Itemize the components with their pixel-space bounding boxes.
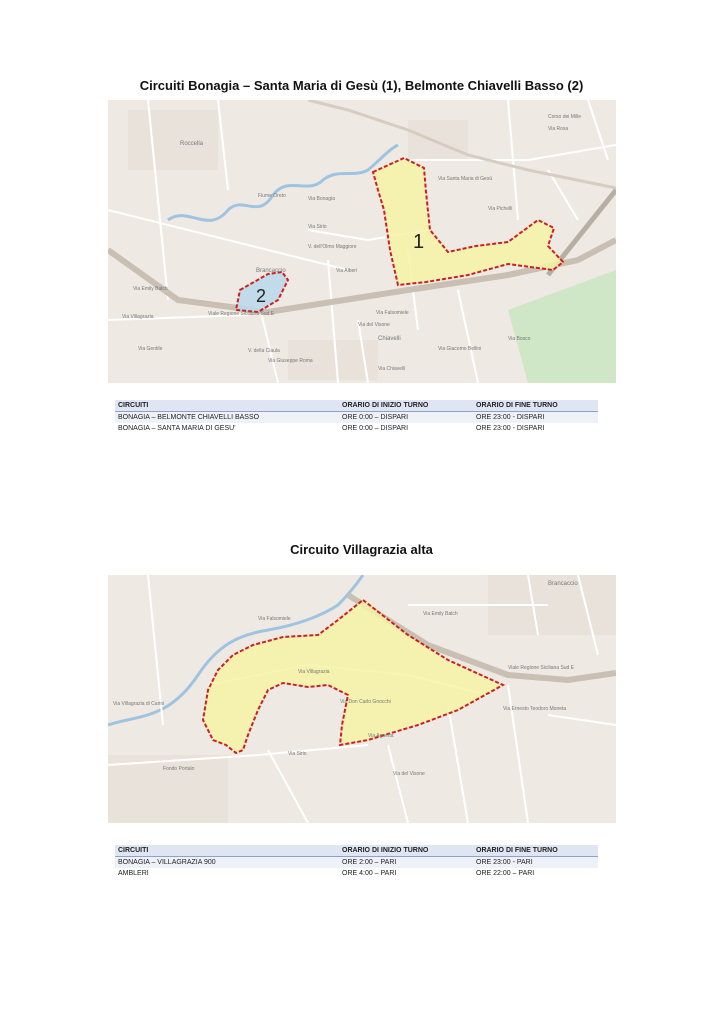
street-giacomo-bellini: Via Giacomo Bellini — [438, 346, 482, 352]
street-olmo: V. dell'Olmo Maggiore — [308, 244, 357, 250]
col-fine: ORARIO DI FINE TURNO — [473, 400, 598, 412]
table-header-row — [115, 845, 598, 857]
street2-gnocchi: Via Don Carlo Gnocchi — [340, 699, 391, 705]
cell-fine: ORE 22:00 – PARI — [473, 868, 598, 879]
section1-title: Circuiti Bonagia – Santa Maria di Gesù (1), Belmonte Chiavelli Basso (2) — [139, 78, 584, 93]
street2-moneta: Via Ernesto Teodoro Moneta — [503, 706, 567, 712]
table-row — [115, 857, 598, 869]
table-header-row — [115, 400, 598, 412]
street-rosa: Via Rosa — [548, 126, 569, 132]
map-villagrazia-canvas — [108, 575, 616, 823]
street-gentile: Via Gentile — [138, 346, 163, 352]
col-inizio: ORARIO DI INIZIO TURNO — [339, 400, 473, 412]
street2-falsomiele: Via Falsomiele — [258, 616, 291, 622]
street2-visone: Via del Visone — [393, 771, 425, 777]
street2-villagrazia: Via Villagrazia — [298, 669, 330, 675]
place-brancaccio-2: Brancaccio — [548, 581, 578, 587]
cell-inizio: ORE 0:00 – DISPARI — [339, 423, 473, 434]
street-alberi: Via Alberi — [336, 268, 358, 274]
street-bosco: Via Bosco — [508, 336, 531, 342]
table-section2 — [115, 845, 598, 879]
street-sirio: Via Sirio — [308, 224, 327, 230]
col-fine: ORARIO DI FINE TURNO — [473, 845, 598, 857]
street-pichelli: Via Pichelli — [488, 206, 513, 212]
street2-sirio: Via Sirio — [288, 751, 307, 757]
street-visone: Via del Visone — [358, 322, 390, 328]
cell-circuito: AMBLERI — [115, 868, 339, 879]
street-ciaula: V. della Ciaula — [248, 348, 280, 354]
area-1-label: 1 — [413, 231, 425, 253]
street2-carini: Via Villagrazia di Carini — [113, 701, 165, 707]
street2-emily-balch: Via Emily Balch — [423, 611, 458, 617]
street-corso-dei-mille: Corso dei Mille — [548, 114, 582, 120]
table-row — [115, 868, 598, 879]
street-emily-balch: Via Emily Balch — [133, 286, 168, 292]
cell-fine: ORE 23:00 - DISPARI — [473, 412, 598, 424]
map-bonagia[interactable] — [108, 100, 616, 383]
place-roccella: Roccella — [180, 141, 204, 147]
col-circuiti: CIRCUITI — [115, 400, 339, 412]
map-bonagia-canvas — [108, 100, 616, 383]
col-inizio: ORARIO DI INIZIO TURNO — [339, 845, 473, 857]
map-villagrazia[interactable] — [108, 575, 616, 823]
street-chiavelli: Via Chiavelli — [378, 366, 406, 372]
table-row — [115, 423, 598, 434]
cell-circuito: BONAGIA – SANTA MARIA DI GESU’ — [115, 423, 339, 434]
street-viale-regione: Viale Regione Siciliana Sud E — [208, 311, 275, 317]
street-bonagia: Via Bonagia — [308, 196, 335, 202]
table-row — [115, 412, 598, 424]
table-section1 — [115, 400, 598, 434]
street-villagrazia: Via Villagrazia — [122, 314, 154, 320]
section2-title: Circuito Villagrazia alta — [290, 542, 433, 557]
area-2-label: 2 — [256, 286, 267, 306]
street-giuseppe-roma: Via Giuseppe Roma — [268, 358, 313, 364]
place-fiume: Fiume Oreto — [258, 193, 286, 199]
cell-inizio: ORE 0:00 – DISPARI — [339, 412, 473, 424]
cell-inizio: ORE 4:00 – PARI — [339, 868, 473, 879]
col-circuiti: CIRCUITI — [115, 845, 339, 857]
cell-circuito: BONAGIA – BELMONTE CHIAVELLI BASSO — [115, 412, 339, 424]
cell-fine: ORE 23:00 - PARI — [473, 857, 598, 869]
street-falsomiele: Via Falsomiele — [376, 310, 409, 316]
cell-inizio: ORE 2:00 – PARI — [339, 857, 473, 869]
cell-circuito: BONAGIA – VILLAGRAZIA 900 — [115, 857, 339, 869]
place-brancaccio: Brancaccio — [256, 268, 286, 274]
cell-fine: ORE 23:00 - DISPARI — [473, 423, 598, 434]
street2-fondo-portalo: Fondo Portalo — [163, 766, 195, 772]
street-santa-maria: Via Santa Maria di Gesù — [438, 176, 493, 182]
place-chiavelli: Chiavelli — [378, 336, 401, 342]
street2-viale-regione: Viale Regione Siciliana Sud E — [508, 665, 575, 671]
street2-agnetta: Via Agnetta — [368, 733, 394, 739]
